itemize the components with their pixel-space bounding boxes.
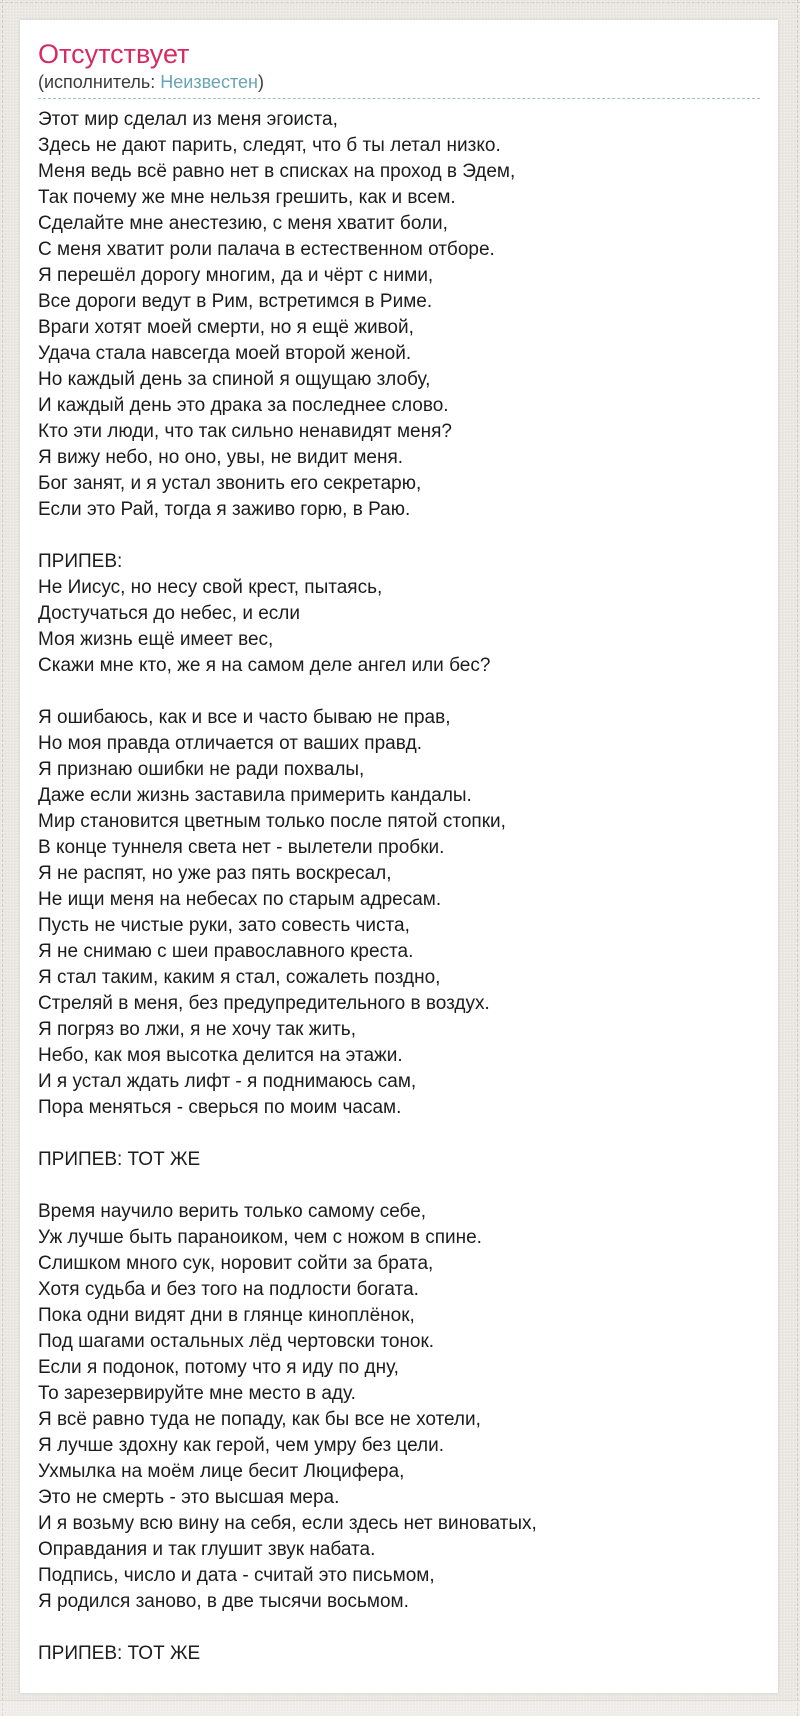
lyric-line: Меня ведь всё равно нет в списках на проход в Эдем, [38, 161, 516, 182]
lyric-line: И каждый день это драка за последнее слово. [38, 395, 449, 416]
lyric-line: Не Иисус, но несу свой крест, пытаясь, [38, 577, 383, 598]
lyric-line: ПРИПЕВ: [38, 551, 123, 572]
lyric-line: Но каждый день за спиной я ощущаю злобу, [38, 369, 431, 390]
content-card [20, 20, 778, 1693]
page-edge-decoration-top [0, 2, 800, 3]
lyric-line: Пусть не чистые руки, зато совесть чиста, [38, 915, 410, 936]
lyric-line: Ухмылка на моём лице бесит Люцифера, [38, 1461, 405, 1482]
lyric-line: Так почему же мне нельзя грешить, как и всем. [38, 187, 456, 208]
lyric-line: Этот мир сделал из меня эгоиста, [38, 109, 338, 130]
lyric-line: ПРИПЕВ: ТОТ ЖЕ [38, 1643, 201, 1664]
lyric-line: Пора меняться - сверься по моим часам. [38, 1097, 402, 1118]
page-edge-decoration-right [797, 0, 798, 1716]
lyric-line: Слишком много сук, норовит сойти за брата, [38, 1253, 434, 1274]
lyric-line: Я признаю ошибки не ради похвалы, [38, 759, 365, 780]
lyric-block [38, 1641, 760, 1667]
lyric-line: Небо, как моя высотка делится на этажи. [38, 1045, 403, 1066]
lyric-line: Если это Рай, тогда я заживо горю, в Раю. [38, 499, 411, 520]
lyric-line: Это не смерть - это высшая мера. [38, 1487, 340, 1508]
lyric-line: Сделайте мне анестезию, с меня хватит боли, [38, 213, 448, 234]
lyric-line: С меня хватит роли палача в естественном отборе. [38, 239, 495, 260]
lyric-line: Скажи мне кто, же я на самом деле ангел или бес? [38, 655, 491, 676]
lyric-line: Даже если жизнь заставила примерить кандалы. [38, 785, 472, 806]
lyric-line: Я родился заново, в две тысячи восьмом. [38, 1591, 409, 1612]
lyric-line: Уж лучше быть параноиком, чем с ножом в спине. [38, 1227, 482, 1248]
lyric-line: Пока одни видят дни в глянце киноплёнок, [38, 1305, 415, 1326]
lyric-line: Я ошибаюсь, как и все и часто бываю не прав, [38, 707, 451, 728]
lyric-line: Моя жизнь ещё имеет вес, [38, 629, 274, 650]
lyric-line: И я устал ждать лифт - я поднимаюсь сам, [38, 1071, 417, 1092]
lyric-line: Я перешёл дорогу многим, да и чёрт с ними, [38, 265, 434, 286]
lyric-line: Мир становится цветным только после пятой стопки, [38, 811, 506, 832]
page-title: Отсутствует [38, 39, 190, 69]
lyric-line: Подпись, число и дата - считай это письмом, [38, 1565, 435, 1586]
lyric-line: Я погряз во лжи, я не хочу так жить, [38, 1019, 356, 1040]
lyric-line: Не ищи меня на небесах по старым адресам. [38, 889, 442, 910]
lyric-line: Бог занят, и я устал звонить его секретарю, [38, 473, 422, 494]
lyric-line: Я лучше здохну как герой, чем умру без цели. [38, 1435, 445, 1456]
lyric-line: Кто эти люди, что так сильно ненавидят меня? [38, 421, 452, 442]
page-edge-decoration-bottom [0, 1700, 800, 1716]
lyric-line: Удача стала навсегда моей второй женой. [38, 343, 412, 364]
lyric-line: Все дороги ведут в Рим, встретимся в Риме. [38, 291, 433, 312]
lyric-line: И я возьму всю вину на себя, если здесь нет виноватых, [38, 1513, 537, 1534]
lyric-line: Время научило верить только самому себе, [38, 1201, 427, 1222]
lyric-line: В конце туннеля света нет - вылетели пробки. [38, 837, 445, 858]
artist-label-suffix: ) [257, 72, 264, 92]
artist-line [38, 70, 760, 94]
lyric-line: Если я подонок, потому что я иду по дну, [38, 1357, 399, 1378]
lyric-line: Здесь не дают парить, следят, что б ты летал низко. [38, 135, 501, 156]
lyric-block [38, 1147, 760, 1173]
lyric-line: Я не распят, но уже раз пять воскресал, [38, 863, 392, 884]
lyric-block [38, 107, 760, 523]
lyric-block [38, 549, 760, 679]
lyric-line: То зарезервируйте мне место в аду. [38, 1383, 356, 1404]
artist-label-prefix: (исполнитель: [38, 72, 161, 92]
lyric-line: Стреляй в меня, без предупредительного в воздух. [38, 993, 490, 1014]
lyrics-container [38, 107, 760, 1667]
lyric-block [38, 705, 760, 1121]
artist-link[interactable]: Неизвестен [160, 72, 258, 92]
lyric-line: Я стал таким, каким я стал, сожалеть поздно, [38, 967, 441, 988]
lyric-line: Достучаться до небес, и если [38, 603, 301, 624]
page-edge-decoration-left [2, 0, 3, 1716]
lyric-line: Я всё равно туда не попаду, как бы все не хотели, [38, 1409, 481, 1430]
lyric-line: Под шагами остальных лёд чертовски тонок. [38, 1331, 435, 1352]
lyric-line: Враги хотят моей смерти, но я ещё живой, [38, 317, 414, 338]
lyric-line: Я вижу небо, но оно, увы, не видит меня. [38, 447, 404, 468]
header-separator [38, 94, 760, 99]
lyric-line: ПРИПЕВ: ТОТ ЖЕ [38, 1149, 201, 1170]
lyric-block [38, 1199, 760, 1615]
lyric-line: Я не снимаю с шеи православного креста. [38, 941, 414, 962]
lyric-line: Оправдания и так глушит звук набата. [38, 1539, 376, 1560]
lyric-line: Но моя правда отличается от ваших правд. [38, 733, 422, 754]
lyric-line: Хотя судьба и без того на подлости богата. [38, 1279, 419, 1300]
